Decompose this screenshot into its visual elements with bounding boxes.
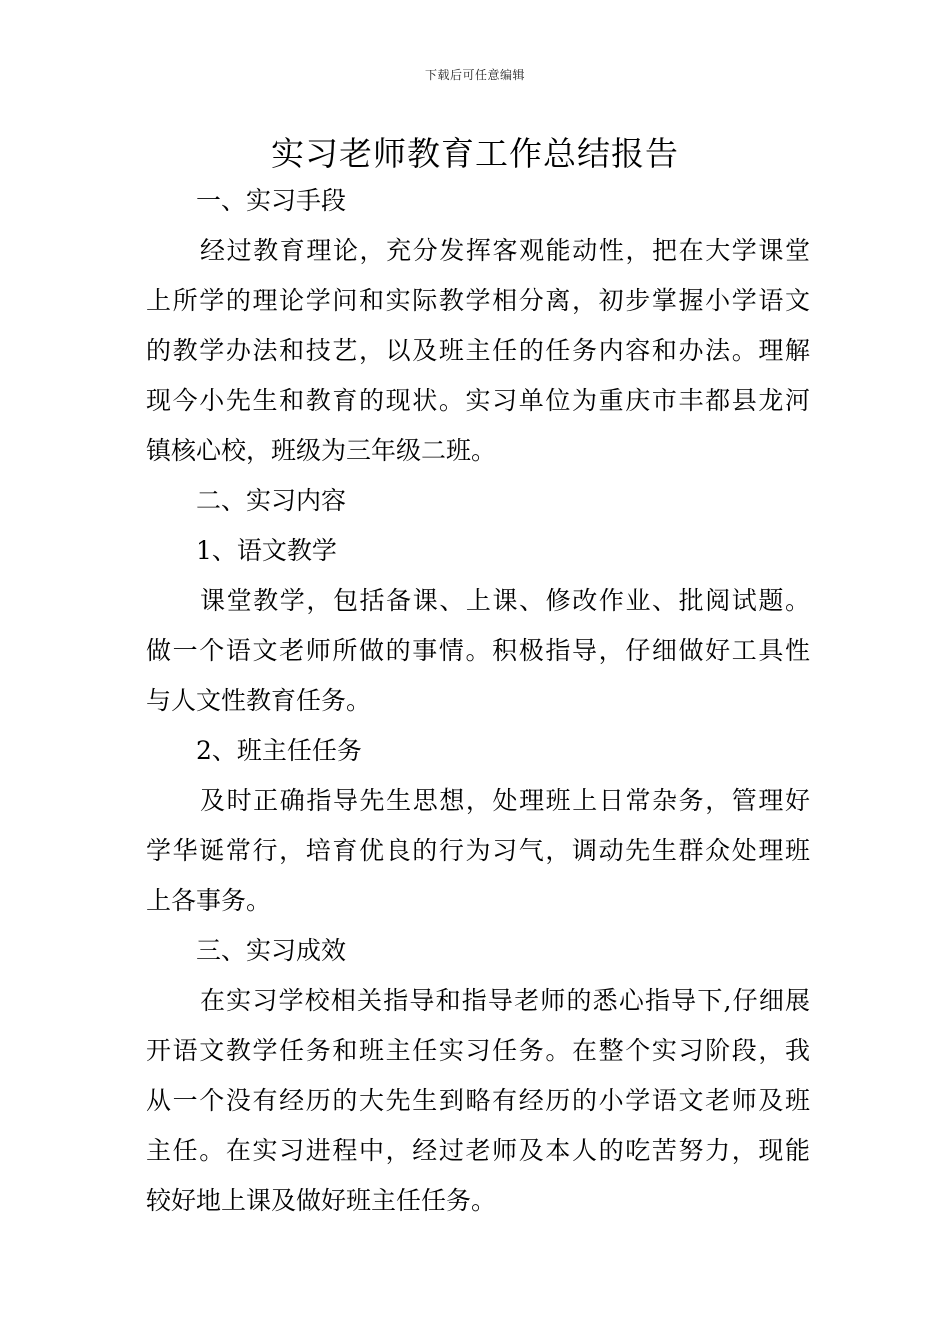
paragraph-line: 在实习学校相关指导和指导老师的悉心指导下,仔细展 — [200, 986, 810, 1015]
document-title: 实习老师教育工作总结报告 — [271, 134, 679, 173]
paragraph-line: 较好地上课及做好班主任任务。 — [146, 1186, 497, 1215]
paragraph-line: 从一个没有经历的大先生到略有经历的小学语文老师及班 — [146, 1086, 810, 1115]
paragraph-line: 的教学办法和技艺，以及班主任的任务内容和办法。理解 — [146, 336, 810, 365]
section-heading: 2、班主任任务 — [196, 736, 362, 765]
section-heading: 1、语文教学 — [196, 536, 337, 565]
paragraph-line: 主任。在实习进程中，经过老师及本人的吃苦努力，现能 — [146, 1136, 810, 1165]
header-note: 下载后可任意编辑 — [424, 68, 525, 82]
paragraph-line: 上各事务。 — [146, 886, 272, 915]
paragraph-line: 与人文性教育任务。 — [146, 686, 372, 715]
paragraph-line: 学华诞常行，培育优良的行为习气，调动先生群众处理班 — [146, 836, 810, 865]
paragraph-line: 镇核心校，班级为三年级二班。 — [146, 436, 497, 465]
paragraph-line: 及时正确指导先生思想，处理班上日常杂务，管理好 — [200, 786, 810, 815]
paragraph-line: 做一个语文老师所做的事情。积极指导，仔细做好工具性 — [146, 636, 810, 665]
paragraph-line: 开语文教学任务和班主任实习任务。在整个实习阶段，我 — [146, 1036, 810, 1065]
section-heading: 三、实习成效 — [196, 936, 347, 965]
paragraph-line: 现今小先生和教育的现状。实习单位为重庆市丰都县龙河 — [146, 386, 810, 415]
paragraph-line: 经过教育理论，充分发挥客观能动性，把在大学课堂 — [200, 236, 810, 265]
document-body — [146, 176, 810, 1226]
paragraph-line: 上所学的理论学问和实际教学相分离，初步掌握小学语文 — [146, 286, 810, 315]
paragraph-line: 课堂教学，包括备课、上课、修改作业、批阅试题。 — [200, 586, 810, 615]
section-heading: 一、实习手段 — [196, 186, 347, 215]
section-heading: 二、实习内容 — [196, 486, 347, 515]
